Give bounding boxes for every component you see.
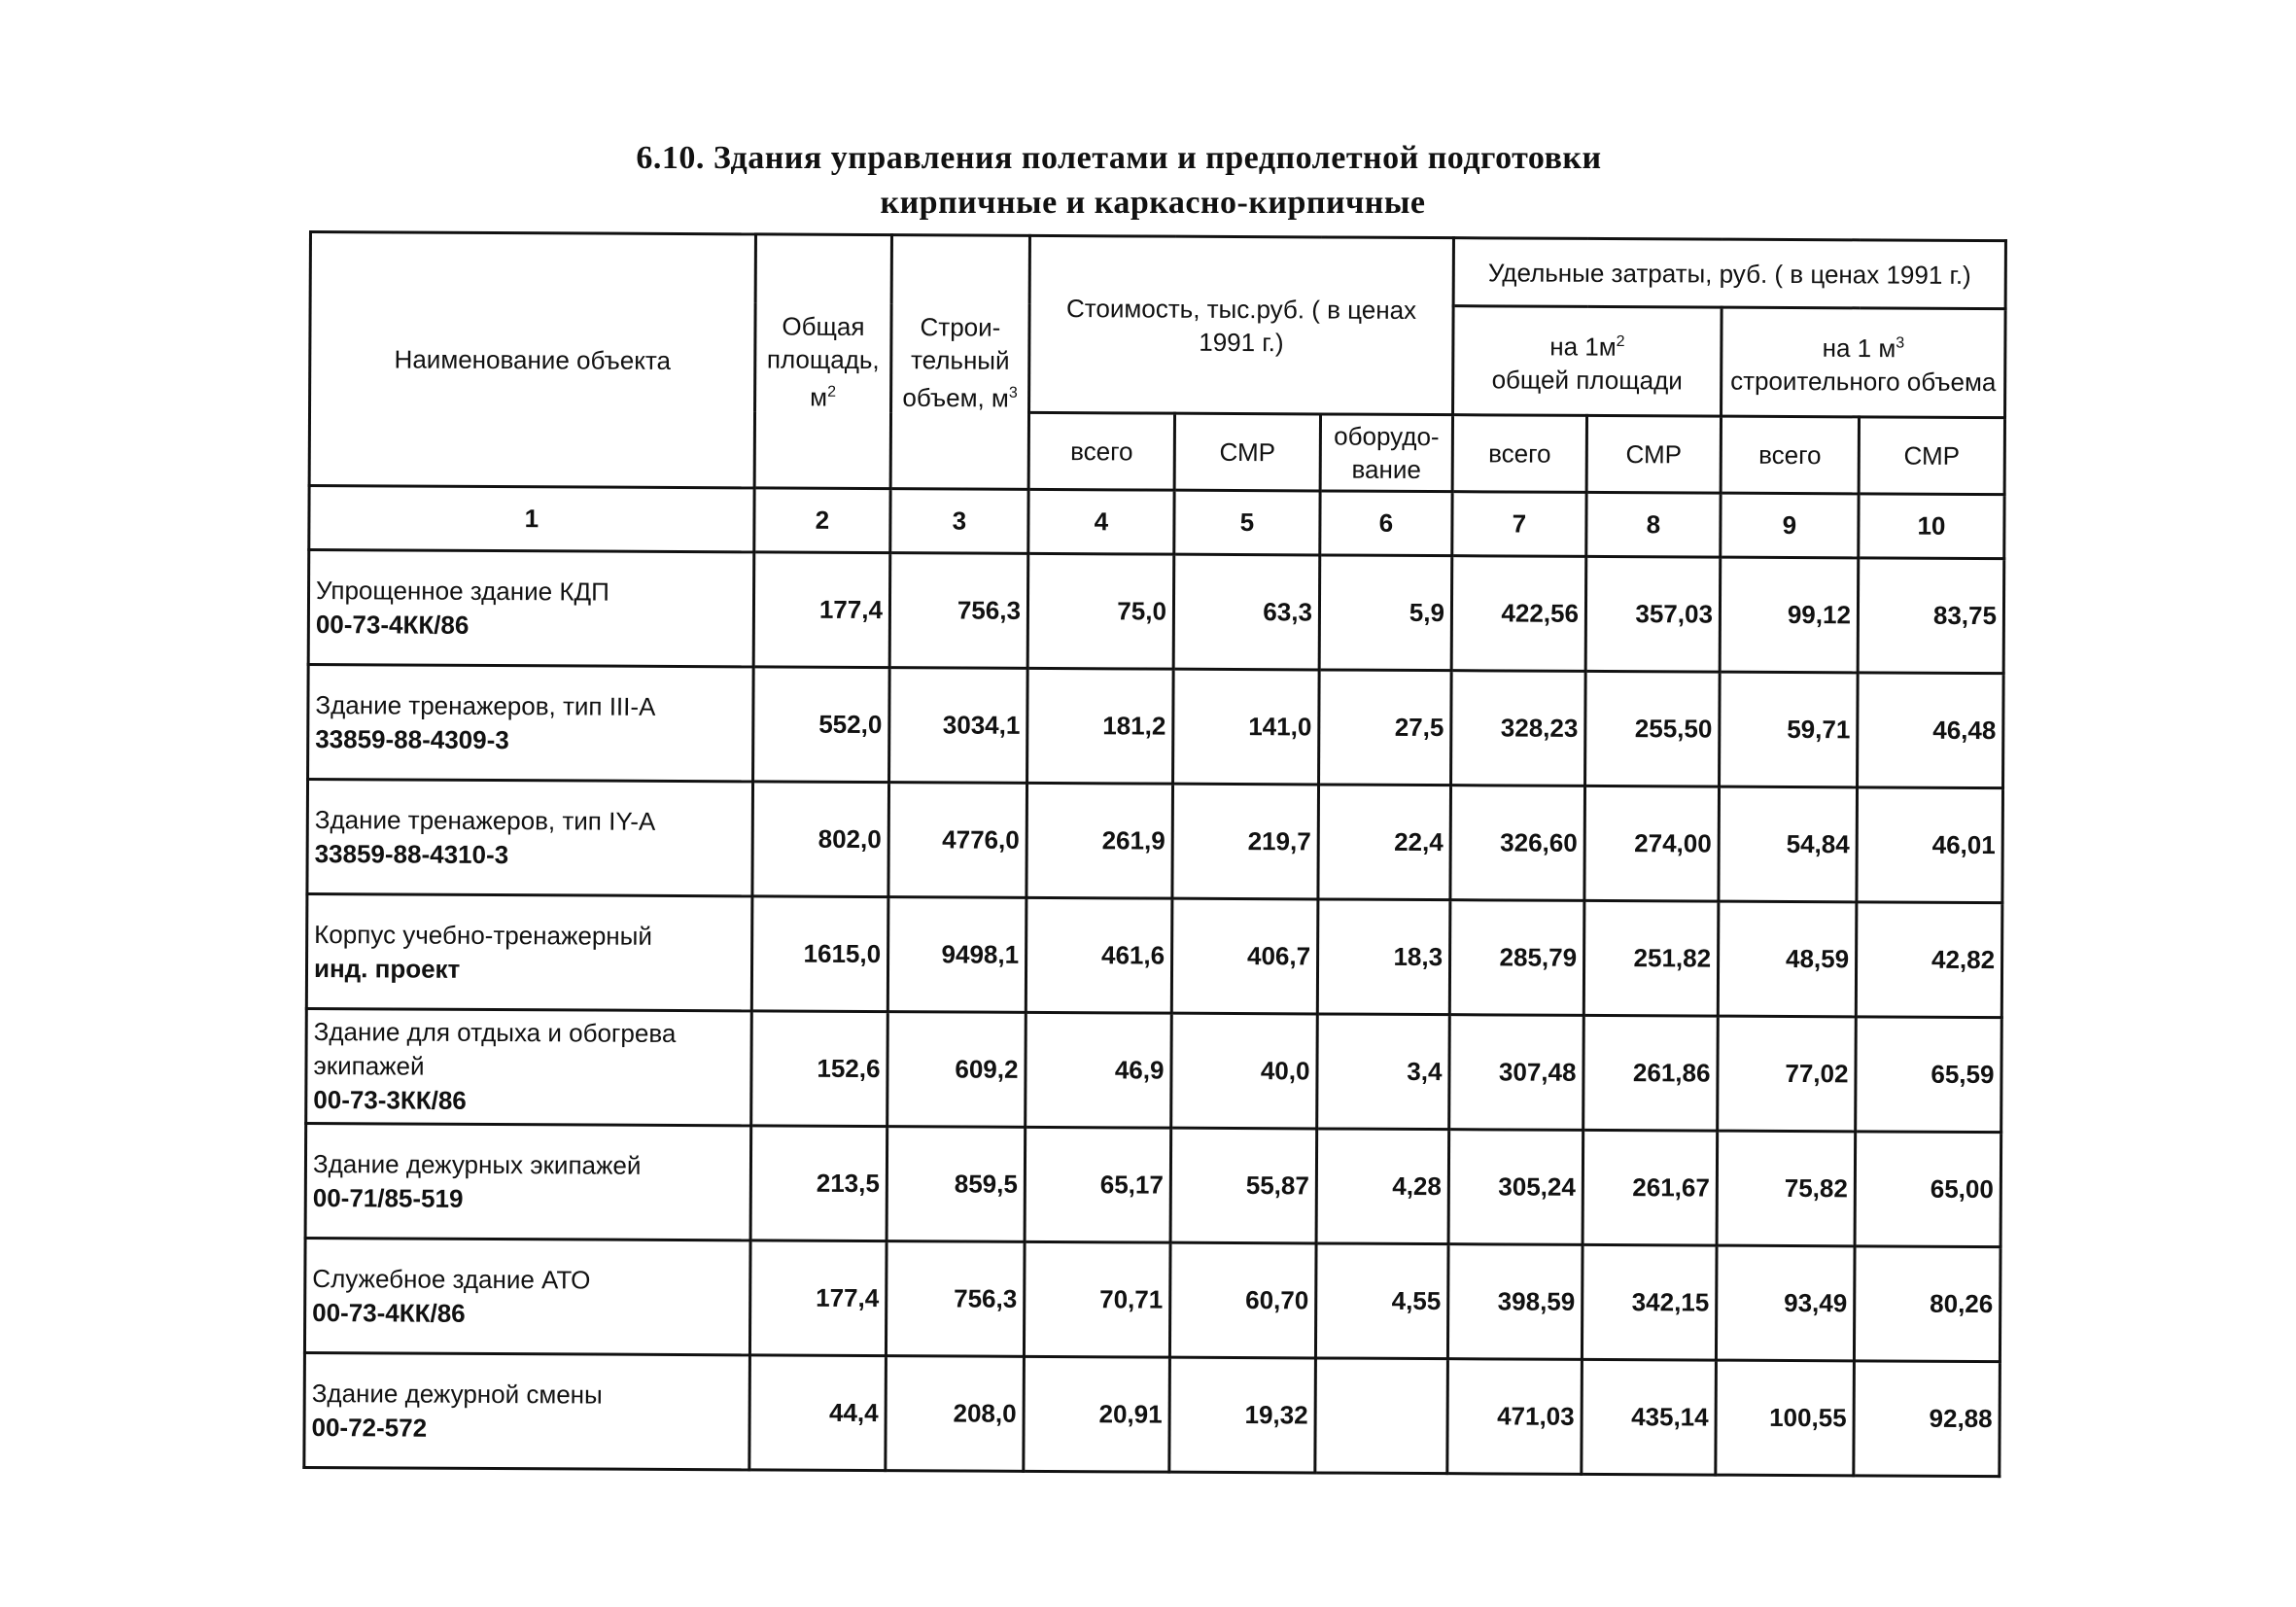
object-name-cell (305, 1123, 751, 1240)
table-cell: 177,4 (753, 552, 890, 668)
object-name: Здание тренажеров, тип III-А (315, 689, 656, 721)
table-cell: 326,60 (1450, 786, 1585, 901)
table-cell: 261,67 (1583, 1130, 1718, 1245)
table-cell: 251,82 (1583, 900, 1719, 1016)
table-cell: 398,59 (1447, 1244, 1583, 1360)
table-cell: 70,71 (1024, 1241, 1170, 1357)
object-name-cell (306, 893, 752, 1010)
object-name: Корпус учебно-тренажерный (314, 919, 652, 951)
table-cell: 255,50 (1585, 671, 1721, 786)
table-cell: 609,2 (887, 1012, 1026, 1128)
table-cell: 63,3 (1173, 554, 1320, 670)
table-cell: 177,4 (749, 1240, 887, 1356)
header-volume-total: всего (1721, 416, 1859, 494)
column-number: 1 (309, 486, 754, 552)
object-code: 00-73-4КК/86 (315, 609, 470, 640)
table-cell: 92,88 (1854, 1361, 2000, 1477)
object-name: Здание дежурной смены (311, 1378, 603, 1410)
table-cell: 55,87 (1170, 1128, 1317, 1243)
table-row (306, 1008, 2002, 1132)
table-cell: 261,9 (1026, 783, 1173, 898)
object-code: 33859-88-4310-3 (314, 838, 509, 869)
table-cell: 213,5 (750, 1126, 887, 1241)
table-cell: 3,4 (1317, 1014, 1450, 1130)
header-area-total: всего (1452, 415, 1586, 493)
table-cell: 4,55 (1315, 1243, 1448, 1359)
table-cell: 802,0 (752, 782, 889, 897)
table-cell: 208,0 (886, 1356, 1025, 1472)
header-per-volume: на 1 $м^3$ строительного объема (1722, 307, 2006, 418)
table-cell: 83,75 (1858, 558, 2004, 674)
table-cell: 219,7 (1172, 784, 1319, 899)
table-row (307, 780, 2003, 903)
table-cell: 471,03 (1447, 1359, 1583, 1475)
table-cell: 59,71 (1720, 672, 1859, 787)
table-cell: 4,28 (1316, 1129, 1449, 1244)
object-name: Здание дежурных экипажей (312, 1148, 642, 1180)
table-row (306, 893, 2002, 1017)
table-cell: 9498,1 (887, 897, 1026, 1013)
table-cell: 48,59 (1718, 901, 1857, 1017)
header-unit-costs-group: Удельные затраты, руб. ( в ценах 1991 г.) (1453, 238, 2005, 309)
object-name: Упрощенное здание КДП (315, 575, 609, 607)
table-cell: 65,59 (1856, 1017, 2002, 1133)
table-cell: 93,49 (1716, 1245, 1855, 1361)
object-name-cell (308, 665, 754, 782)
header-cost-group: Стоимость, тыс.руб. ( в ценах 1991 г.) (1029, 235, 1454, 414)
column-number: 8 (1586, 492, 1721, 557)
table-cell: 40,0 (1171, 1013, 1318, 1129)
object-name: Здание для отдыха и обогрева экипажей (313, 1017, 677, 1081)
object-name: Здание тренажеров, тип IY-А (314, 804, 656, 836)
table-cell: 77,02 (1718, 1016, 1857, 1132)
table-row (308, 665, 2004, 788)
table-row (304, 1352, 2000, 1476)
column-number: 10 (1859, 494, 2004, 559)
table-cell: 1615,0 (751, 896, 888, 1012)
object-code: 00-71/85-519 (312, 1182, 464, 1213)
table-cell: 307,48 (1449, 1015, 1584, 1131)
table-cell: 261,86 (1583, 1015, 1719, 1131)
table-cell: 285,79 (1449, 900, 1584, 1016)
table-cell: 756,3 (886, 1241, 1025, 1357)
table-cell: 19,32 (1169, 1357, 1316, 1473)
table-cell: 4776,0 (888, 783, 1027, 898)
column-number: 3 (890, 489, 1028, 554)
table-cell: 756,3 (889, 553, 1028, 669)
table-cell: 305,24 (1448, 1130, 1583, 1245)
table-cell: 18,3 (1317, 899, 1450, 1015)
cost-table (302, 230, 2007, 1478)
column-number: 4 (1028, 489, 1174, 554)
table-cell: 152,6 (751, 1011, 888, 1127)
table-cell: 181,2 (1027, 668, 1174, 784)
table-cell: 46,48 (1858, 673, 2004, 788)
table-cell: 328,23 (1451, 671, 1586, 786)
table-cell: 75,82 (1717, 1131, 1856, 1246)
column-number: 9 (1721, 493, 1859, 558)
table-cell: 46,9 (1026, 1012, 1172, 1128)
header-name: Наименование объекта (309, 232, 755, 488)
table-cell: 100,55 (1716, 1360, 1855, 1476)
table-cell: 552,0 (753, 667, 890, 783)
object-name-cell (308, 550, 754, 667)
header-cost-total: всего (1028, 412, 1174, 490)
table-cell: 141,0 (1173, 669, 1320, 785)
table-row (308, 550, 2004, 674)
header-cost-equipment: оборудо-вание (1320, 414, 1452, 492)
table-cell: 5,9 (1319, 555, 1452, 671)
table-cell: 422,56 (1451, 556, 1586, 672)
header-area-smr: СМР (1586, 415, 1721, 493)
table-cell: 357,03 (1585, 556, 1721, 672)
header-volume: Строи-тельный объем, $м^3$ (890, 235, 1029, 490)
table-cell: 46,01 (1857, 787, 2003, 903)
table-cell: 65,00 (1855, 1132, 2001, 1247)
table-cell: 406,7 (1171, 898, 1318, 1014)
table-cell: 342,15 (1582, 1244, 1717, 1360)
table-cell: 44,4 (749, 1355, 887, 1471)
object-code: 00-73-3КК/86 (313, 1085, 467, 1115)
header-per-area: на $1м^2$ общей площади (1453, 306, 1722, 416)
table-cell: 461,6 (1026, 897, 1172, 1013)
object-name-cell (306, 1008, 752, 1125)
object-code: 33859-88-4309-3 (315, 723, 509, 754)
table-cell: 22,4 (1318, 785, 1451, 900)
document-title (0, 136, 2296, 226)
column-number: 2 (754, 488, 890, 553)
title-line-1: 6.10. Здания управления полетами и предполетной подготовки (636, 140, 1602, 176)
object-name-cell (307, 780, 753, 896)
table-cell: 859,5 (887, 1127, 1026, 1242)
header-area: Общая площадь, $м^2$ (754, 234, 891, 489)
object-name: Служебное здание АТО (312, 1263, 591, 1295)
header-cost-smr: СМР (1174, 413, 1320, 491)
table-cell: 65,17 (1025, 1127, 1171, 1242)
table-cell: 274,00 (1584, 786, 1720, 901)
header-volume-smr: СМР (1859, 417, 2004, 495)
table-cell: 75,0 (1027, 553, 1174, 669)
column-number-row (309, 486, 2004, 559)
column-number: 6 (1320, 491, 1452, 556)
object-code: 00-72-572 (311, 1412, 428, 1443)
table-cell: 42,82 (1856, 902, 2002, 1018)
column-number: 5 (1174, 490, 1320, 555)
table-cell: 80,26 (1854, 1246, 2000, 1362)
table-cell: 99,12 (1720, 557, 1859, 673)
object-name-cell (304, 1238, 750, 1354)
table-cell: 20,91 (1024, 1356, 1170, 1472)
object-name-cell (304, 1352, 750, 1469)
header-row-1 (310, 232, 2005, 309)
title-line-2: кирпичные и каркасно-кирпичные (880, 185, 1426, 221)
table-cell: 3034,1 (889, 668, 1028, 784)
table-row (305, 1123, 2001, 1246)
column-number: 7 (1452, 492, 1586, 557)
table-cell: 435,14 (1582, 1359, 1717, 1475)
object-code: инд. проект (313, 953, 461, 984)
table-cell: 54,84 (1719, 786, 1858, 902)
table-cell (1315, 1358, 1448, 1474)
object-code: 00-73-4КК/86 (312, 1297, 466, 1328)
table-row (304, 1238, 2000, 1361)
table-cell: 60,70 (1169, 1242, 1316, 1358)
table-cell: 27,5 (1319, 670, 1452, 786)
